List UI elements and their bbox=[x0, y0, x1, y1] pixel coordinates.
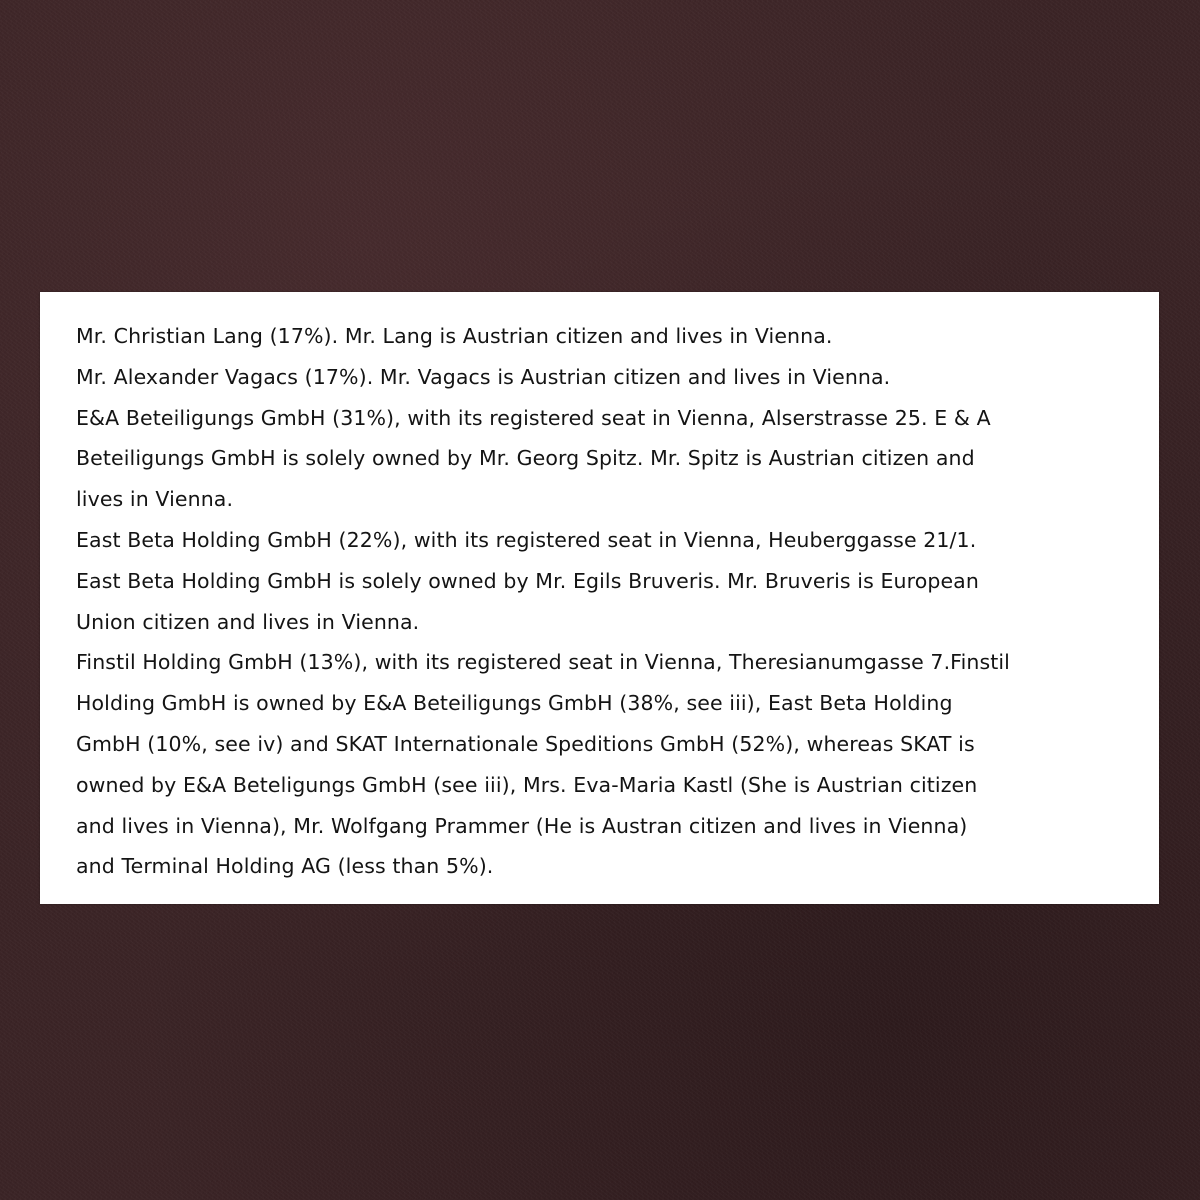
text-line: Beteiligungs GmbH is solely owned by Mr. Georg Spitz. Mr. Spitz is Austrian citizen and bbox=[76, 446, 975, 471]
text-line: Mr. Alexander Vagacs (17%). Mr. Vagacs is Austrian citizen and lives in Vienna. bbox=[76, 364, 891, 389]
text-line: and lives in Vienna), Mr. Wolfgang Prammer (He is Austran citizen and lives in Vienna) bbox=[76, 813, 968, 838]
text-line: Finstil Holding GmbH (13%), with its registered seat in Vienna, Theresianumgasse 7.Finstil bbox=[76, 650, 1010, 675]
text-line: Holding GmbH is owned by E&A Beteiligungs GmbH (38%, see iii), East Beta Holding bbox=[76, 691, 953, 716]
text-line: Mr. Christian Lang (17%). Mr. Lang is Austrian citizen and lives in Vienna. bbox=[76, 324, 833, 348]
text-line: owned by E&A Beteligungs GmbH (see iii), Mrs. Eva-Maria Kastl (She is Austrian citizen bbox=[76, 772, 978, 797]
text-line: and Terminal Holding AG (less than 5%). bbox=[76, 854, 494, 879]
text-line: GmbH (10%, see iv) and SKAT Internationale Speditions GmbH (52%), whereas SKAT is bbox=[76, 731, 975, 756]
text-line: East Beta Holding GmbH (22%), with its registered seat in Vienna, Heuberggasse 21/1. bbox=[76, 527, 977, 552]
document-paper bbox=[40, 292, 1159, 904]
text-line: E&A Beteiligungs GmbH (31%), with its registered seat in Vienna, Alserstrasse 25. E & A bbox=[76, 405, 991, 430]
text-line: East Beta Holding GmbH is solely owned by Mr. Egils Bruveris. Mr. Bruveris is European bbox=[76, 568, 979, 593]
text-line: lives in Vienna. bbox=[76, 487, 234, 512]
text-line: Union citizen and lives in Vienna. bbox=[76, 609, 420, 634]
